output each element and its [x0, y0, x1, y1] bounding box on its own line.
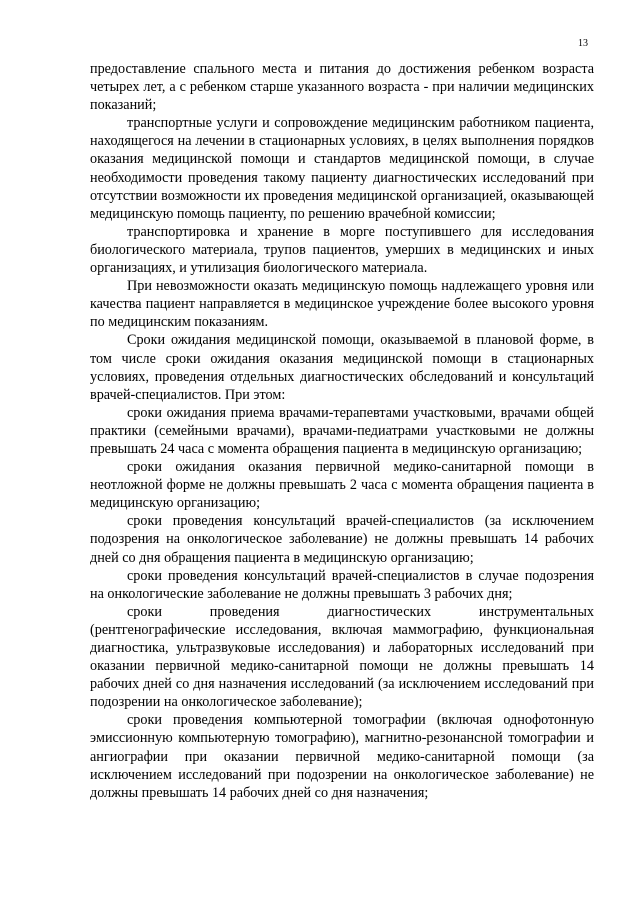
paragraph: транспортные услуги и сопровождение медицинским работником пациента, находящегося на лечении в стационарных условиях, в целях выполнения порядков оказания медицинской помощи и стандартов медицинской помощи, в случае необходимости проведения такому пациенту диагностических исследований при отсутствии возможности их проведения медицинской организацией, оказывающей медицинскую помощь пациенту, по решению врачебной комиссии;: [90, 115, 594, 222]
paragraph: Сроки ожидания медицинской помощи, оказываемой в плановой форме, в том числе сроки ожидания оказания медицинской помощи в стационарных условиях, проведения отдельных диагностических обследований и консультаций врачей-специалистов. При этом:: [90, 332, 594, 403]
paragraph: сроки проведения консультаций врачей-специалистов в случае подозрения на онкологические заболевание не должны превышать 3 рабочих дня;: [90, 567, 594, 602]
paragraph: сроки проведения диагностических инструментальных (рентгенографические исследования, включая маммографию, функциональная диагностика, ультразвуковые исследования) и лабораторных исследований при оказании первичной медико-санитарной помощи не должны превышать 14 рабочих дней со дня назначения исследований (за исключением исследований при подозрении на онкологическое заболевание);: [90, 603, 594, 711]
page-number: 13: [578, 38, 588, 49]
paragraph-continuation: предоставление спального места и питания до достижения ребенком возраста четырех лет, а с ребенком старше указанного возраста - при наличии медицинских показаний;: [90, 61, 594, 114]
paragraph: транспортировка и хранение в морге поступившего для исследования биологического материала, трупов пациентов, умерших в медицинских и иных организациях, и утилизация биологического материала.: [90, 223, 594, 277]
paragraph: сроки проведения консультаций врачей-специалистов (за исключением подозрения на онкологическое заболевание) не должны превышать 14 рабочих дней со дня обращения пациента в медицинскую организацию;: [90, 513, 594, 566]
paragraph: сроки ожидания оказания первичной медико-санитарной помощи в неотложной форме не должны превышать 2 часа с момента обращения пациента в медицинскую организацию;: [90, 459, 594, 512]
paragraph: сроки ожидания приема врачами-терапевтами участковыми, врачами общей практики (семейными врачами), врачами-педиатрами участковыми не должны превышать 24 часа с момента обращения пациента в медицинскую организацию;: [90, 404, 594, 457]
paragraph: При невозможности оказать медицинскую помощь надлежащего уровня или качества пациент направляется в медицинское учреждение более высокого уровня по медицинским показаниям.: [90, 278, 594, 331]
document-body: [90, 60, 594, 802]
paragraph: сроки проведения компьютерной томографии (включая однофотонную эмиссионную компьютерную томографию), магнитно-резонансной томографии и ангиографии при оказании первичной медико-санитарной помощи (за исключением исследований при подозрении на онкологическое заболевание) не должны превышать 14 рабочих дней со дня назначения;: [90, 712, 594, 801]
